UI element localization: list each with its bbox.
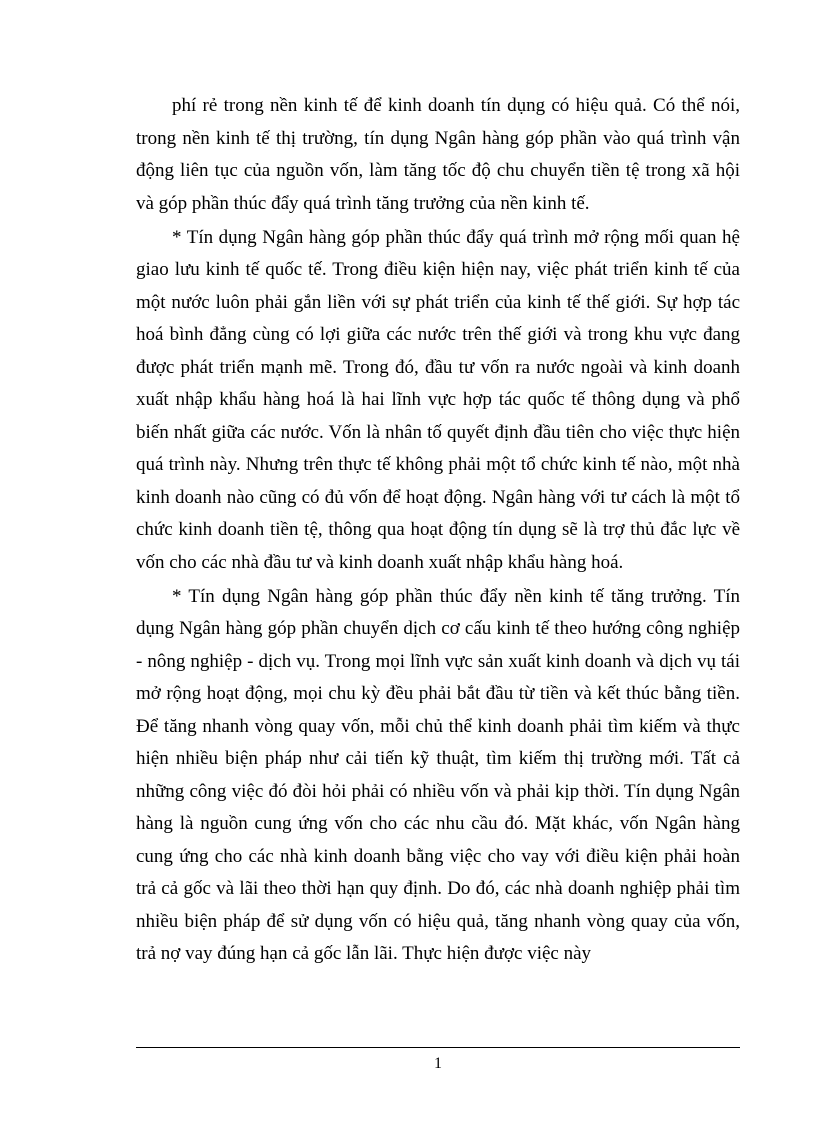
page-number: 1 [434,1055,442,1072]
paragraph-3: * Tín dụng Ngân hàng góp phần thúc đẩy nền kinh tế tăng trưởng. Tín dụng Ngân hàng góp phần chuyển dịch cơ cấu kinh tế theo hướng công nghiệp - nông nghiệp - dịch vụ. Trong mọi lĩnh vực sản xuất kinh doanh và dịch vụ tái mở rộng hoạt động, mọi chu kỳ đều phải bắt đầu từ tiền và kết thúc bằng tiền. Để tăng nhanh vòng quay vốn, mỗi chủ thể kinh doanh phải tìm kiếm và thực hiện nhiều biện pháp như cải tiến kỹ thuật, tìm kiếm thị trường mới. Tất cả những công việc đó đòi hỏi phải có nhiều vốn và phải kịp thời. Tín dụng Ngân hàng là nguồn cung ứng vốn cho các nhu cầu đó. Mặt khác, vốn Ngân hàng cung ứng cho các nhà kinh doanh bằng việc cho vay với điều kiện phải hoàn trả cả gốc và lãi theo thời hạn quy định. Do đó, các nhà doanh nghiệp phải tìm nhiều biện pháp để sử dụng vốn có hiệu quả, tăng nhanh vòng quay của vốn, trả nợ vay đúng hạn cả gốc lẫn lãi. Thực hiện được việc này [136,585,740,964]
paragraph-1: phí rẻ trong nền kinh tế để kinh doanh tín dụng có hiệu quả. Có thể nói, trong nền kinh tế thị trường, tín dụng Ngân hàng góp phần vào quá trình vận động liên tục của nguồn vốn, làm tăng tốc độ chu chuyển tiền tệ trong xã hội và góp phần thúc đẩy quá trình tăng trưởng của nền kinh tế. [136,95,740,214]
footer-divider [136,1047,740,1048]
body-text [136,90,740,972]
paragraph-2: * Tín dụng Ngân hàng góp phần thúc đẩy quá trình mở rộng mối quan hệ giao lưu kinh tế quốc tế. Trong điều kiện hiện nay, việc phát triển kinh tế của một nước luôn phải gắn liền với sự phát triển của kinh tế thế giới. Sự hợp tác hoá bình đẳng cùng có lợi giữa các nước trên thế giới và trong khu vực đang được phát triển mạnh mẽ. Trong đó, đầu tư vốn ra nước ngoài và kinh doanh xuất nhập khẩu hàng hoá là hai lĩnh vực hợp tác quốc tế thông dụng và phổ biến nhất giữa các nước. Vốn là nhân tố quyết định đầu tiên cho việc thực hiện quá trình này. Nhưng trên thực tế không phải một tổ chức kinh tế nào, một nhà kinh doanh nào cũng có đủ vốn để hoạt động. Ngân hàng với tư cách là một tổ chức kinh doanh tiền tệ, thông qua hoạt động tín dụng sẽ là trợ thủ đắc lực về vốn cho các nhà đầu tư và kinh doanh xuất nhập khẩu hàng hoá. [136,226,740,573]
